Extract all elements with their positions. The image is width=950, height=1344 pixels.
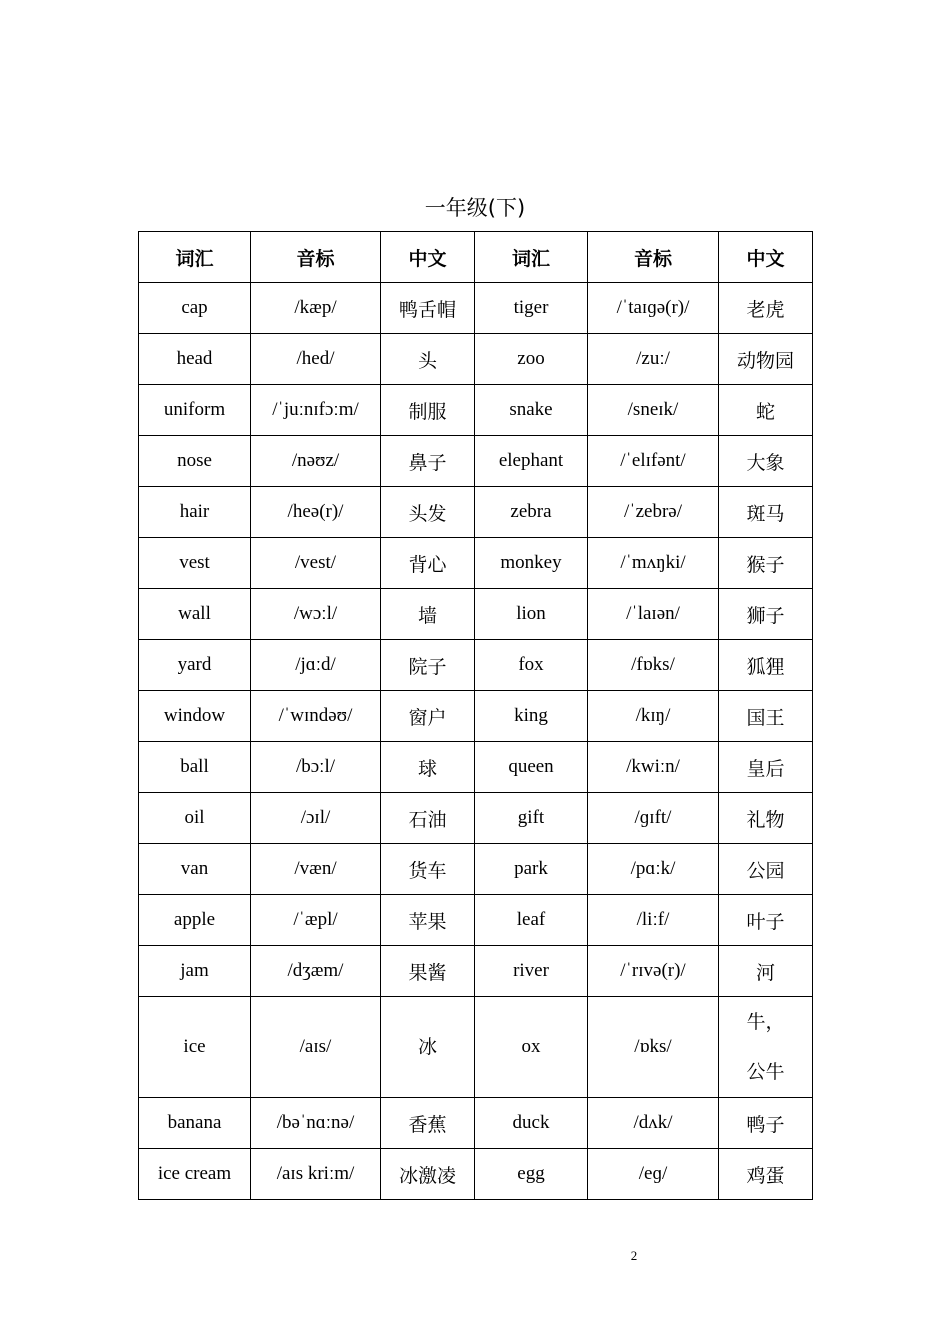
word-cell: vest	[139, 538, 251, 589]
chinese-cell: 叶子	[719, 895, 813, 946]
phonetic-cell: /aɪs kriːm/	[251, 1149, 381, 1200]
chinese-cell: 果酱	[381, 946, 475, 997]
word-cell: van	[139, 844, 251, 895]
chinese-cell: 狮子	[719, 589, 813, 640]
word-cell: ox	[475, 997, 588, 1098]
chinese-cell: 制服	[381, 385, 475, 436]
phonetic-cell: /ˈæpl/	[251, 895, 381, 946]
word-cell: tiger	[475, 283, 588, 334]
phonetic-cell: /ˈmʌŋki/	[588, 538, 719, 589]
phonetic-cell: /heə(r)/	[251, 487, 381, 538]
chinese-cell: 苹果	[381, 895, 475, 946]
header-word: 词汇	[475, 232, 588, 283]
table-row	[139, 487, 813, 538]
chinese-cell: 冰	[381, 997, 475, 1098]
table-row	[139, 844, 813, 895]
chinese-cell: 货车	[381, 844, 475, 895]
table-row	[139, 334, 813, 385]
word-cell: lion	[475, 589, 588, 640]
phonetic-cell: /bəˈnɑːnə/	[251, 1098, 381, 1149]
header-word: 词汇	[139, 232, 251, 283]
word-cell: hair	[139, 487, 251, 538]
table-row	[139, 742, 813, 793]
phonetic-cell: /zuː/	[588, 334, 719, 385]
chinese-cell	[719, 997, 813, 1098]
chinese-cell: 鼻子	[381, 436, 475, 487]
chinese-cell: 窗户	[381, 691, 475, 742]
word-cell: monkey	[475, 538, 588, 589]
table-row	[139, 997, 813, 1098]
phonetic-cell: /kɪŋ/	[588, 691, 719, 742]
chinese-cell: 狐狸	[719, 640, 813, 691]
chinese-cell: 球	[381, 742, 475, 793]
phonetic-cell: /aɪs/	[251, 997, 381, 1098]
chinese-cell: 头发	[381, 487, 475, 538]
header-chinese: 中文	[381, 232, 475, 283]
phonetic-cell: /ɡɪft/	[588, 793, 719, 844]
word-cell: park	[475, 844, 588, 895]
word-cell: snake	[475, 385, 588, 436]
header-phonetic: 音标	[588, 232, 719, 283]
table-row	[139, 436, 813, 487]
phonetic-cell: /jɑːd/	[251, 640, 381, 691]
chinese-cell: 院子	[381, 640, 475, 691]
word-cell: ice	[139, 997, 251, 1098]
phonetic-cell: /wɔːl/	[251, 589, 381, 640]
phonetic-cell: /ˈzebrə/	[588, 487, 719, 538]
word-cell: head	[139, 334, 251, 385]
phonetic-cell: /dʒæm/	[251, 946, 381, 997]
phonetic-cell: /ˈjuːnɪfɔːm/	[251, 385, 381, 436]
word-cell: window	[139, 691, 251, 742]
phonetic-cell: /ˈelɪfənt/	[588, 436, 719, 487]
page-number: 2	[630, 1248, 638, 1263]
phonetic-cell: /fɒks/	[588, 640, 719, 691]
phonetic-cell: /vest/	[251, 538, 381, 589]
table-header-row	[139, 232, 813, 283]
chinese-cell: 国王	[719, 691, 813, 742]
table-row	[139, 946, 813, 997]
chinese-cell: 蛇	[719, 385, 813, 436]
phonetic-cell: /eɡ/	[588, 1149, 719, 1200]
header-chinese: 中文	[719, 232, 813, 283]
word-cell: jam	[139, 946, 251, 997]
chinese-cell: 皇后	[719, 742, 813, 793]
word-cell: egg	[475, 1149, 588, 1200]
word-cell: queen	[475, 742, 588, 793]
phonetic-cell: /ɒks/	[588, 997, 719, 1098]
word-cell: ball	[139, 742, 251, 793]
chinese-cell: 背心	[381, 538, 475, 589]
word-cell: zoo	[475, 334, 588, 385]
table-body	[139, 283, 813, 1200]
chinese-cell: 老虎	[719, 283, 813, 334]
table-row	[139, 385, 813, 436]
phonetic-cell: /pɑːk/	[588, 844, 719, 895]
chinese-cell: 大象	[719, 436, 813, 487]
phonetic-cell: /nəʊz/	[251, 436, 381, 487]
phonetic-cell: /kwiːn/	[588, 742, 719, 793]
table-row	[139, 1098, 813, 1149]
table-row	[139, 640, 813, 691]
table-row	[139, 589, 813, 640]
word-cell: gift	[475, 793, 588, 844]
word-cell: river	[475, 946, 588, 997]
chinese-cell: 头	[381, 334, 475, 385]
phonetic-cell: /liːf/	[588, 895, 719, 946]
word-cell: nose	[139, 436, 251, 487]
phonetic-cell: /sneɪk/	[588, 385, 719, 436]
phonetic-cell: /hed/	[251, 334, 381, 385]
phonetic-cell: /væn/	[251, 844, 381, 895]
table-row	[139, 1149, 813, 1200]
chinese-cell: 鸭子	[719, 1098, 813, 1149]
word-cell: wall	[139, 589, 251, 640]
header-phonetic: 音标	[251, 232, 381, 283]
phonetic-cell: /dʌk/	[588, 1098, 719, 1149]
chinese-cell: 礼物	[719, 793, 813, 844]
chinese-cell: 香蕉	[381, 1098, 475, 1149]
word-cell: cap	[139, 283, 251, 334]
word-cell: ice cream	[139, 1149, 251, 1200]
chinese-cell: 冰激凌	[381, 1149, 475, 1200]
phonetic-cell: /ˈtaɪɡə(r)/	[588, 283, 719, 334]
word-cell: yard	[139, 640, 251, 691]
chinese-cell: 斑马	[719, 487, 813, 538]
chinese-cell: 石油	[381, 793, 475, 844]
word-cell: banana	[139, 1098, 251, 1149]
chinese-cell: 河	[719, 946, 813, 997]
phonetic-cell: /ˈwɪndəʊ/	[251, 691, 381, 742]
table-row	[139, 691, 813, 742]
phonetic-cell: /ɔɪl/	[251, 793, 381, 844]
table-row	[139, 895, 813, 946]
table-row	[139, 793, 813, 844]
word-cell: elephant	[475, 436, 588, 487]
word-cell: zebra	[475, 487, 588, 538]
vocabulary-table	[138, 231, 813, 1200]
page-title: 一年级(下)	[424, 196, 526, 220]
word-cell: leaf	[475, 895, 588, 946]
phonetic-cell: /ˈrɪvə(r)/	[588, 946, 719, 997]
table-row	[139, 538, 813, 589]
word-cell: duck	[475, 1098, 588, 1149]
chinese-cell: 墙	[381, 589, 475, 640]
word-cell: king	[475, 691, 588, 742]
word-cell: uniform	[139, 385, 251, 436]
table-row	[139, 283, 813, 334]
word-cell: fox	[475, 640, 588, 691]
phonetic-cell: /kæp/	[251, 283, 381, 334]
chinese-text: 牛，公牛	[746, 1011, 785, 1083]
word-cell: oil	[139, 793, 251, 844]
chinese-cell: 动物园	[719, 334, 813, 385]
word-cell: apple	[139, 895, 251, 946]
chinese-cell: 公园	[719, 844, 813, 895]
phonetic-cell: /ˈlaɪən/	[588, 589, 719, 640]
chinese-cell: 鸡蛋	[719, 1149, 813, 1200]
chinese-cell: 猴子	[719, 538, 813, 589]
chinese-cell: 鸭舌帽	[381, 283, 475, 334]
phonetic-cell: /bɔːl/	[251, 742, 381, 793]
